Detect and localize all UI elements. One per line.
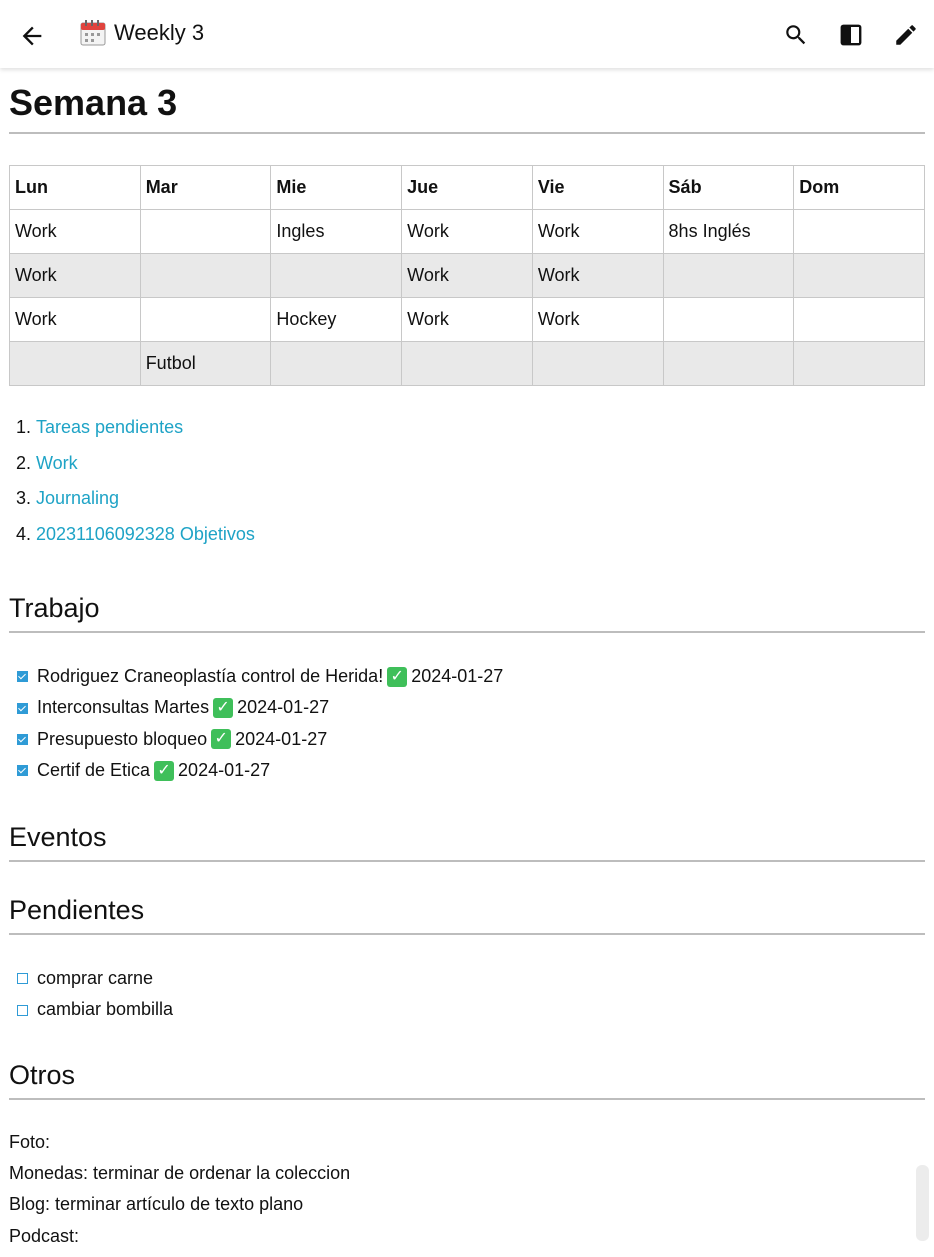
table-cell: [794, 254, 925, 298]
list-item: [36, 481, 255, 517]
task-text: Presupuesto bloqueo: [37, 728, 208, 749]
calendar-icon: [80, 20, 106, 46]
note-content: [9, 68, 925, 1246]
table-cell: [140, 254, 271, 298]
edit-pencil-icon[interactable]: [893, 22, 919, 48]
header-cell: Jue: [402, 166, 533, 210]
table-cell: [140, 298, 271, 342]
checkbox-checked[interactable]: [17, 671, 28, 682]
header-cell: Dom: [794, 166, 925, 210]
header-cell: Mar: [140, 166, 271, 210]
split-view-icon[interactable]: [838, 22, 864, 48]
table-cell: [794, 342, 925, 386]
table-cell: Work: [532, 210, 663, 254]
note-line: Foto:: [9, 1132, 51, 1152]
table-cell: Hockey: [271, 298, 402, 342]
table-cell: [271, 254, 402, 298]
task-item: [9, 994, 173, 1025]
table-header-row: [10, 166, 925, 210]
search-icon[interactable]: [783, 22, 809, 48]
table-cell: [402, 342, 533, 386]
header-cell: Sáb: [663, 166, 794, 210]
check-mark-icon: ✓: [154, 761, 174, 781]
table-cell: Work: [10, 254, 141, 298]
arrow-back-icon[interactable]: [18, 22, 46, 50]
list-item: [36, 410, 255, 446]
task-date: 2024-01-27: [235, 728, 328, 749]
header-cell: Lun: [10, 166, 141, 210]
table-cell: Work: [10, 210, 141, 254]
table-row: [10, 342, 925, 386]
pendientes-task-list: [9, 963, 173, 1026]
task-item: [9, 963, 173, 994]
checkbox-checked[interactable]: [17, 765, 28, 776]
checkbox-unchecked[interactable]: [17, 973, 28, 984]
task-text: Certif de Etica: [37, 760, 151, 781]
link-journaling[interactable]: Journaling: [36, 488, 120, 509]
table-cell: [271, 342, 402, 386]
table-cell: Work: [532, 254, 663, 298]
top-app-bar: [0, 0, 934, 68]
task-text: cambiar bombilla: [37, 999, 174, 1020]
table-row: [10, 210, 925, 254]
table-cell: [532, 342, 663, 386]
note-title[interactable]: [80, 20, 204, 46]
trabajo-task-list: [9, 661, 503, 787]
task-date: 2024-01-27: [237, 697, 330, 718]
table-cell: 8hs Inglés: [663, 210, 794, 254]
note-line: Monedas: terminar de ordenar la coleccion: [9, 1163, 351, 1184]
table-cell: Work: [532, 298, 663, 342]
table-cell: [663, 254, 794, 298]
task-text: Rodriguez Craneoplastía control de Herida!: [37, 666, 384, 686]
task-text: Interconsultas Martes: [37, 697, 210, 718]
list-item: [36, 517, 255, 553]
title-text: Weekly 3: [114, 20, 205, 45]
table-row: [10, 298, 925, 342]
task-text: comprar carne: [37, 968, 154, 988]
scrollbar-thumb[interactable]: [916, 1165, 929, 1241]
checkbox-checked[interactable]: [17, 734, 28, 745]
table-cell: Work: [402, 298, 533, 342]
table-cell: [10, 342, 141, 386]
table-cell: Work: [10, 298, 141, 342]
header-cell: Vie: [532, 166, 663, 210]
check-mark-icon: ✓: [211, 729, 231, 749]
table-cell: [794, 210, 925, 254]
note-line: Blog: terminar artículo de texto plano: [9, 1194, 304, 1215]
link-tareas-pendientes[interactable]: Tareas pendientes: [36, 417, 184, 437]
link-work[interactable]: Work: [36, 452, 78, 473]
checkbox-unchecked[interactable]: [17, 1005, 28, 1016]
checkbox-checked[interactable]: [17, 703, 28, 714]
link-objetivos[interactable]: 20231106092328 Objetivos: [36, 524, 255, 545]
table-cell: [663, 342, 794, 386]
heading-trabajo: Trabajo: [9, 591, 925, 633]
table-cell: [794, 298, 925, 342]
table-cell: Ingles: [271, 210, 402, 254]
otros-notes: [9, 1127, 350, 1252]
table-cell: Futbol: [140, 342, 271, 386]
table-cell: Work: [402, 254, 533, 298]
note-line: Podcast:: [9, 1225, 80, 1246]
task-item: [9, 755, 503, 786]
check-mark-icon: ✓: [213, 698, 233, 718]
task-item: [9, 661, 503, 692]
page-title: Semana 3: [9, 68, 925, 134]
table-cell: [140, 210, 271, 254]
task-date: 2024-01-27: [178, 760, 271, 781]
list-item: [36, 446, 255, 482]
linked-notes-list: [9, 410, 255, 553]
table-cell: [663, 298, 794, 342]
heading-pendientes: Pendientes: [9, 893, 925, 935]
task-item: [9, 724, 503, 755]
task-item: [9, 692, 503, 723]
heading-eventos: Eventos: [9, 820, 925, 862]
table-row: [10, 254, 925, 298]
weekly-table: [9, 165, 925, 386]
header-cell: Mie: [271, 166, 402, 210]
task-date: 2024-01-27: [411, 666, 504, 686]
heading-otros: Otros: [9, 1058, 925, 1100]
table-cell: Work: [402, 210, 533, 254]
check-mark-icon: ✓: [387, 667, 407, 687]
